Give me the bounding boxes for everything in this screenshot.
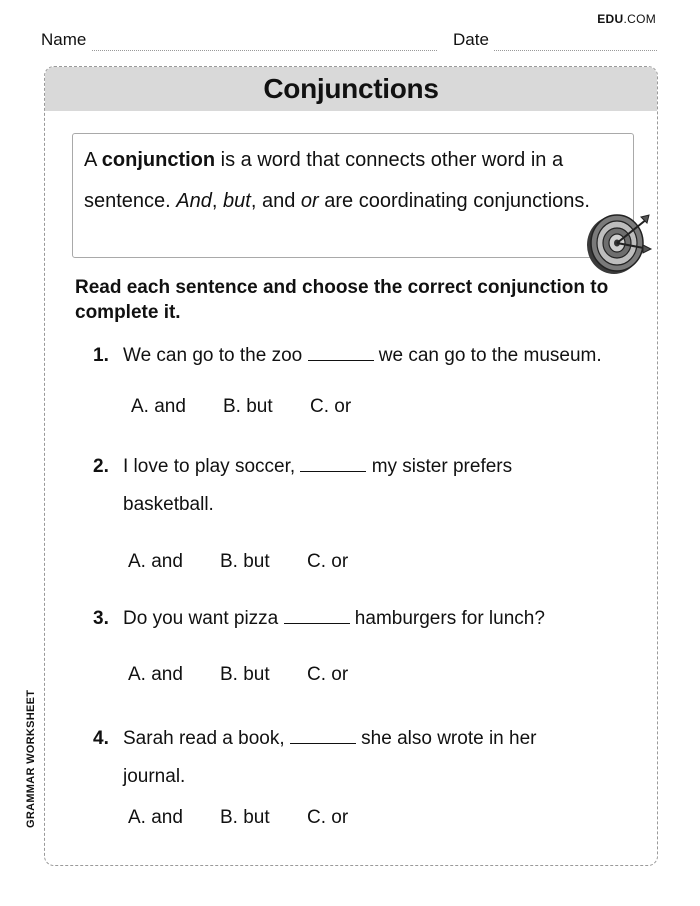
instructions: Read each sentence and choose the correct conjunction to complete it. <box>75 277 609 323</box>
answer-blank[interactable] <box>284 609 350 624</box>
question-number: 2. <box>93 456 109 477</box>
question-text <box>123 448 658 524</box>
definition-term: conjunction <box>101 149 216 171</box>
option-and[interactable]: A. and <box>128 807 183 828</box>
definition-text: is a word that connects other word in a sentence. <box>84 149 564 212</box>
name-field[interactable] <box>92 50 437 51</box>
example-and: And <box>176 190 212 212</box>
question-text <box>123 720 658 796</box>
question-number: 3. <box>93 608 109 629</box>
options-2 <box>128 550 348 574</box>
brand-logo <box>597 12 656 26</box>
option-or[interactable]: C. or <box>307 807 349 828</box>
definition-text: are coordinating conjunctions. <box>318 190 590 212</box>
question-text-before: Do you want pizza <box>123 608 284 629</box>
definition-text: , <box>211 190 224 212</box>
question-text-after: my sister prefers <box>366 456 513 477</box>
option-and[interactable]: A. and <box>128 551 183 572</box>
option-or[interactable]: C. or <box>310 396 352 417</box>
example-or: or <box>300 190 319 212</box>
options-1 <box>131 395 351 419</box>
options-4 <box>128 806 348 830</box>
side-label: GRAMMAR WORKSHEET <box>25 689 37 828</box>
question-text-line2: journal. <box>123 766 186 787</box>
answer-blank[interactable] <box>300 457 366 472</box>
option-or[interactable]: C. or <box>307 551 349 572</box>
target-arrow-icon <box>583 205 655 277</box>
question-number: 1. <box>93 345 109 366</box>
question-text <box>123 600 658 638</box>
date-label: Date <box>453 30 489 49</box>
answer-blank[interactable] <box>308 346 374 361</box>
brand-prefix: EDU <box>597 12 624 26</box>
date-field[interactable] <box>494 50 657 51</box>
option-but[interactable]: B. but <box>220 551 270 572</box>
option-but[interactable]: B. but <box>220 664 270 685</box>
name-label: Name <box>41 30 87 49</box>
options-3 <box>128 663 348 687</box>
definition-box <box>72 133 634 258</box>
question-number: 4. <box>93 728 109 749</box>
definition-text: A <box>84 149 102 171</box>
option-but[interactable]: B. but <box>220 807 270 828</box>
question-text-after: we can go to the museum. <box>373 345 602 366</box>
brand-suffix: .COM <box>623 12 656 26</box>
worksheet-frame <box>44 66 658 866</box>
question-text-after: hamburgers for lunch? <box>349 608 545 629</box>
option-and[interactable]: A. and <box>128 664 183 685</box>
question-text <box>123 337 658 375</box>
page-title: Conjunctions <box>45 67 657 111</box>
question-text-before: I love to play soccer, <box>123 456 301 477</box>
answer-blank[interactable] <box>290 729 356 744</box>
question-text-before: We can go to the zoo <box>123 345 308 366</box>
option-and[interactable]: A. and <box>131 396 186 417</box>
question-text-after: she also wrote in her <box>355 728 537 749</box>
option-or[interactable]: C. or <box>307 664 349 685</box>
question-text-line2: basketball. <box>123 494 214 515</box>
example-but: but <box>223 190 251 212</box>
option-but[interactable]: B. but <box>223 396 273 417</box>
definition-text: , and <box>250 190 301 212</box>
question-text-before: Sarah read a book, <box>123 728 290 749</box>
